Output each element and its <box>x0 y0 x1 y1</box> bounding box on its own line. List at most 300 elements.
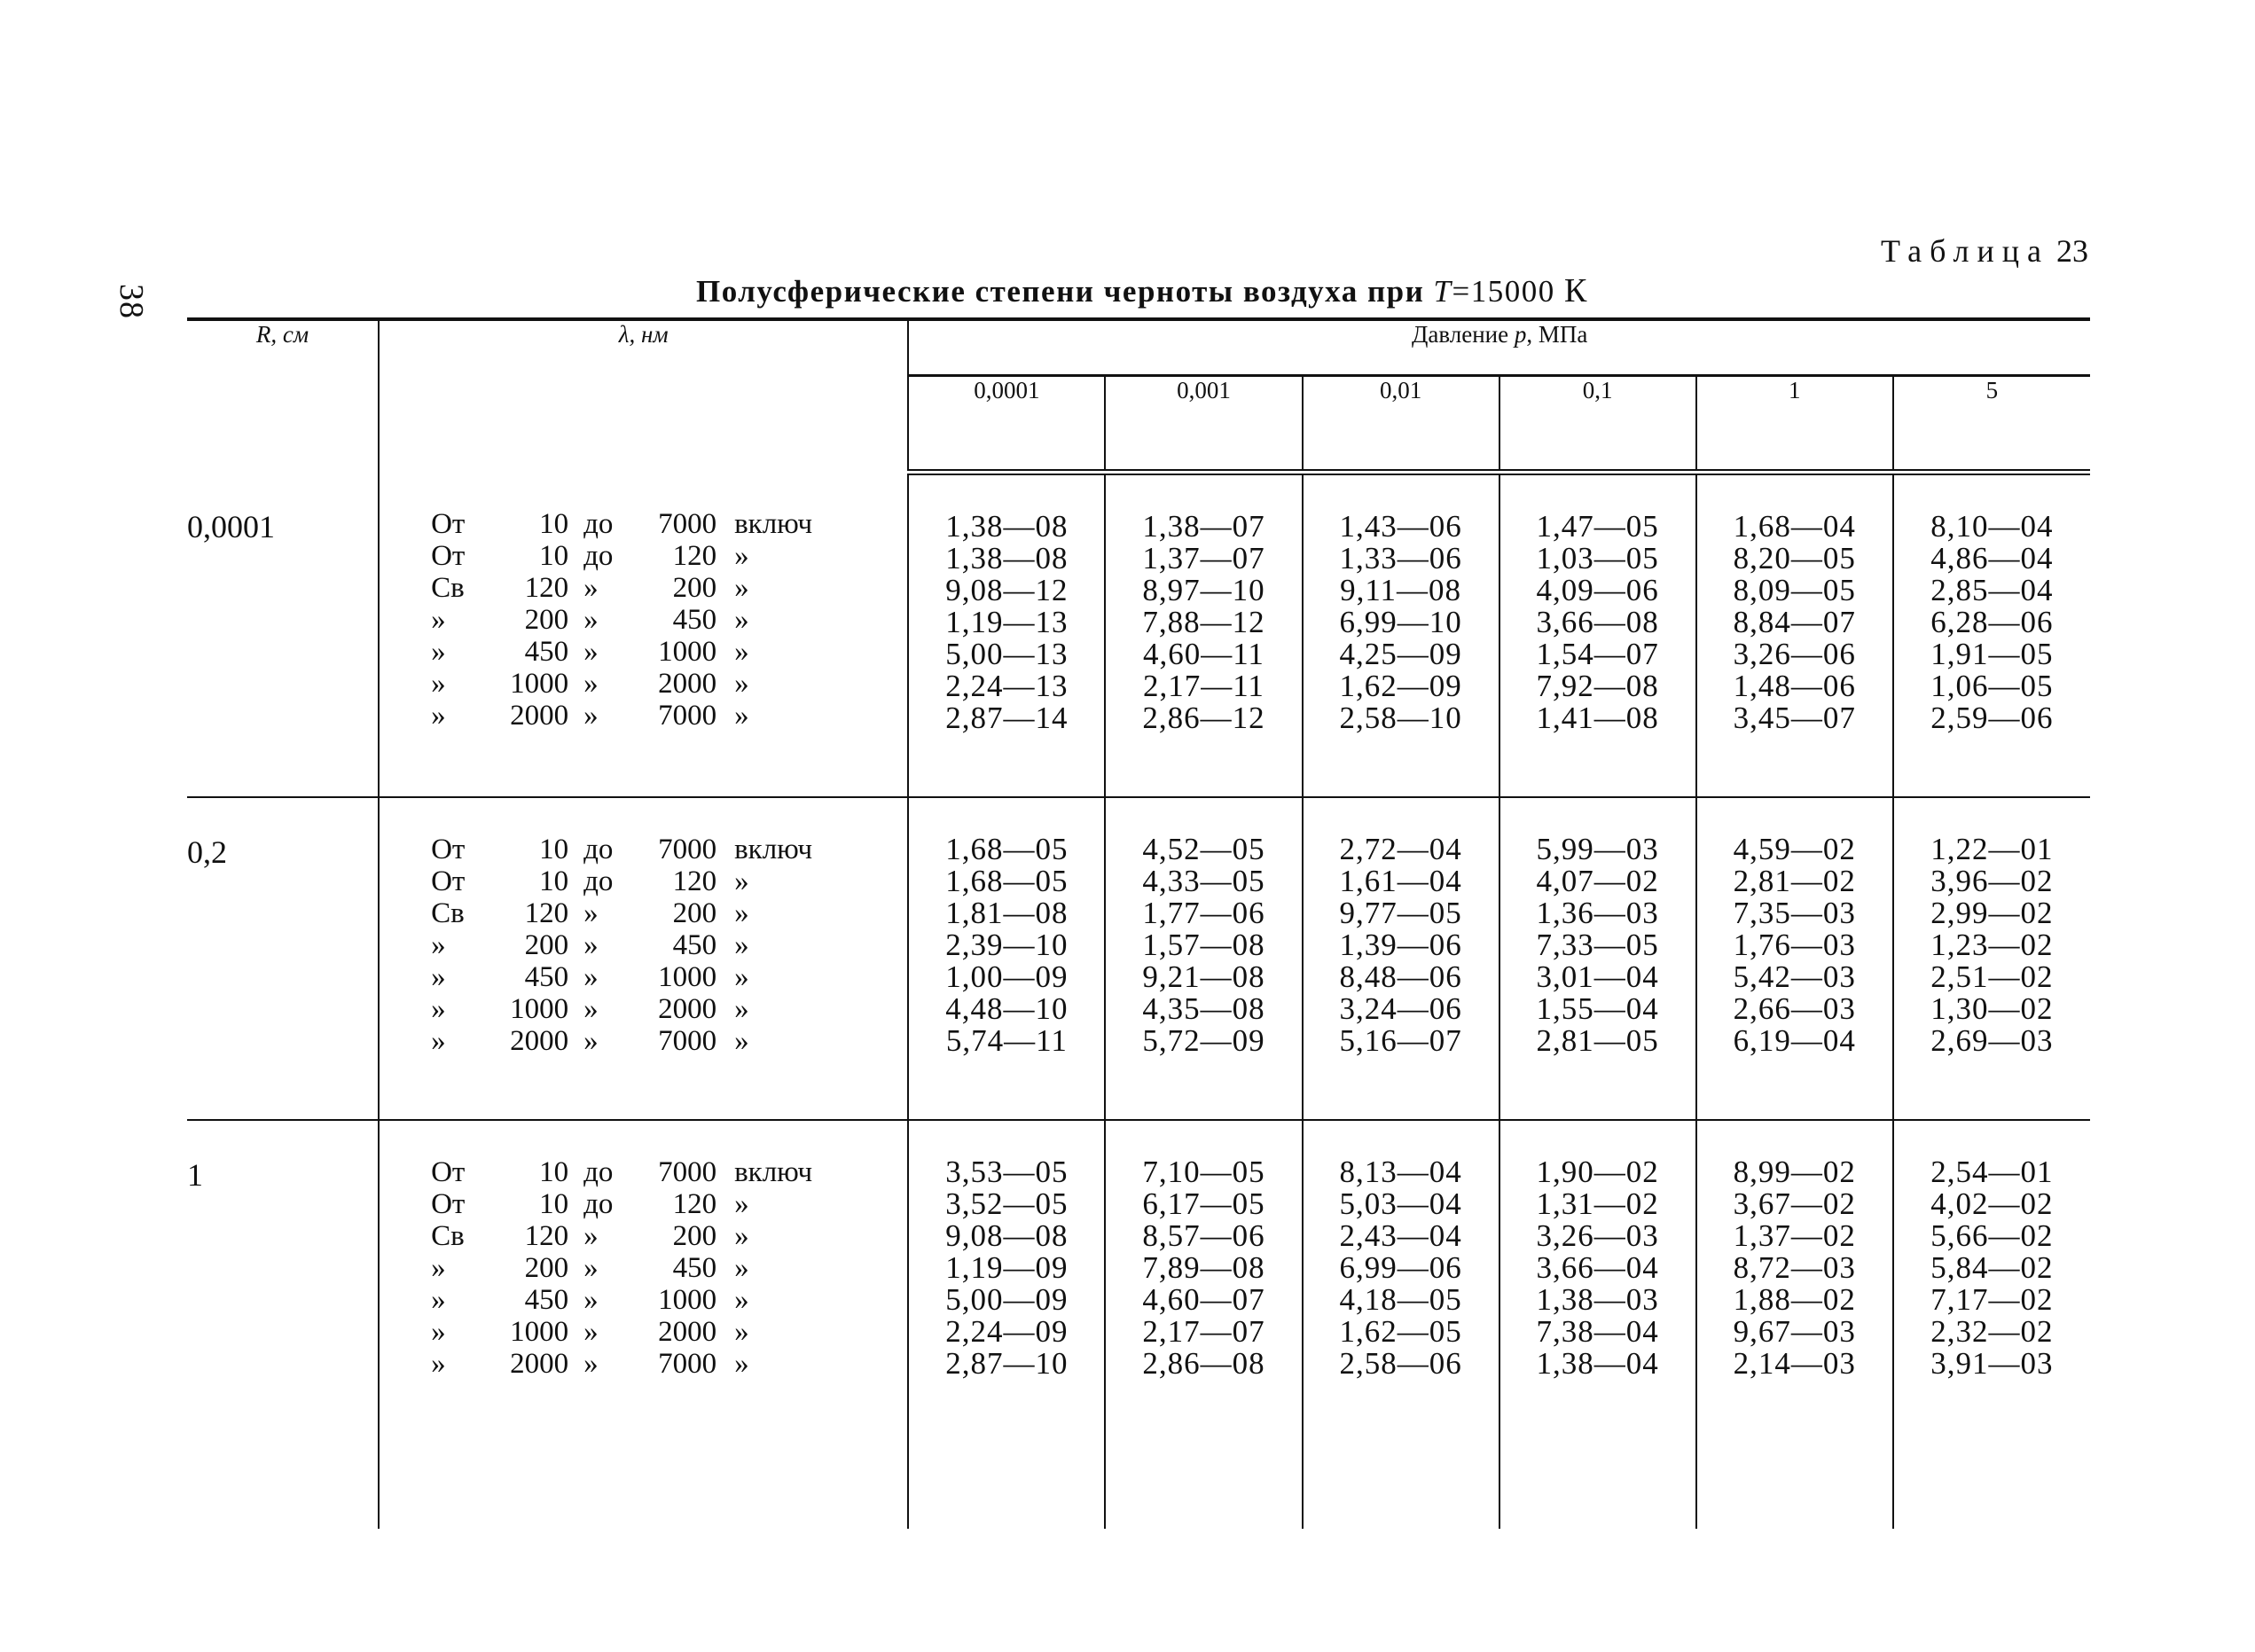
header-pressure-value: 0,1 <box>1499 376 1696 473</box>
emissivity-value: 8,97—10 <box>1142 573 1265 607</box>
lambda-range <box>380 668 907 700</box>
range-connector: » <box>583 897 599 929</box>
range-to: 200 <box>672 897 717 929</box>
range-suffix: » <box>734 603 749 636</box>
emissivity-value: 2,32—02 <box>1930 1314 2054 1349</box>
emissivity-value: 1,68—05 <box>945 864 1069 898</box>
range-to: 7000 <box>658 699 717 732</box>
emissivity-value: 1,31—02 <box>1536 1186 1659 1221</box>
range-to: 2000 <box>658 667 717 700</box>
range-prefix: » <box>431 1316 446 1348</box>
pressure-column <box>1499 1120 1696 1529</box>
range-suffix: » <box>734 1316 749 1348</box>
range-suffix: включ <box>734 834 813 865</box>
range-to: 120 <box>672 1188 717 1220</box>
range-from: 10 <box>539 865 569 897</box>
emissivity-value: 2,99—02 <box>1930 896 2054 930</box>
header-lambda: λ, нм <box>379 319 908 473</box>
emissivity-value: 3,01—04 <box>1536 959 1659 994</box>
header-pressure <box>908 319 2090 376</box>
emissivity-value: 5,16—07 <box>1339 1023 1462 1058</box>
range-prefix: Св <box>431 1220 465 1252</box>
emissivity-value: 9,21—08 <box>1142 959 1265 994</box>
range-to: 2000 <box>658 1316 717 1348</box>
emissivity-value: 1,55—04 <box>1536 991 1659 1026</box>
pressure-column <box>1303 1120 1499 1529</box>
range-prefix: Св <box>431 571 465 604</box>
emissivity-value: 2,24—09 <box>945 1314 1069 1349</box>
range-to: 1000 <box>658 961 717 993</box>
header-pressure-value: 0,0001 <box>908 376 1105 473</box>
range-to: 200 <box>672 1220 717 1252</box>
emissivity-value: 2,58—10 <box>1339 701 1462 735</box>
range-suffix: » <box>734 961 749 993</box>
emissivity-value: 4,33—05 <box>1142 864 1265 898</box>
emissivity-value: 4,18—05 <box>1339 1282 1462 1317</box>
emissivity-value: 1,38—07 <box>1142 509 1265 544</box>
table-group-row <box>187 1120 2090 1529</box>
emissivity-value: 7,38—04 <box>1536 1314 1659 1349</box>
header-row <box>187 319 2090 376</box>
emissivity-value: 4,25—09 <box>1339 637 1462 671</box>
range-from: 200 <box>524 603 569 636</box>
emissivity-value: 2,72—04 <box>1339 832 1462 866</box>
lambda-range <box>380 1252 907 1284</box>
emissivity-value: 2,69—03 <box>1930 1023 2054 1058</box>
emissivity-value: 4,86—04 <box>1930 541 2054 575</box>
emissivity-value: 2,17—07 <box>1142 1314 1265 1349</box>
range-from: 10 <box>539 1156 569 1188</box>
pressure-column <box>1696 1120 1893 1529</box>
header-pressure-suffix: , МПа <box>1526 321 1588 348</box>
pressure-column <box>1105 1120 1302 1529</box>
range-connector: » <box>583 1025 599 1057</box>
emissivity-value: 1,37—07 <box>1142 541 1265 575</box>
emissivity-value: 6,28—06 <box>1930 605 2054 639</box>
range-suffix: » <box>734 1348 749 1380</box>
lambda-range <box>380 700 907 732</box>
range-to: 7000 <box>658 1025 717 1057</box>
emissivity-value: 8,20—05 <box>1733 541 1856 575</box>
range-from: 10 <box>539 507 569 540</box>
range-suffix: » <box>734 929 749 961</box>
emissivity-value: 4,60—11 <box>1142 637 1265 671</box>
r-value: 0,0001 <box>187 473 379 798</box>
data-table <box>187 317 2090 1529</box>
emissivity-value: 4,48—10 <box>945 991 1069 1026</box>
emissivity-value: 3,53—05 <box>945 1155 1069 1189</box>
emissivity-value: 1,77—06 <box>1142 896 1265 930</box>
range-prefix: От <box>431 865 466 897</box>
emissivity-value: 5,74—11 <box>945 1023 1068 1058</box>
pressure-column <box>908 797 1105 1120</box>
emissivity-value: 3,52—05 <box>945 1186 1069 1221</box>
emissivity-value: 6,99—10 <box>1339 605 1462 639</box>
range-suffix: » <box>734 667 749 700</box>
emissivity-value: 1,81—08 <box>945 896 1069 930</box>
pressure-column <box>908 1120 1105 1529</box>
emissivity-value: 1,38—04 <box>1536 1346 1659 1381</box>
range-connector: до <box>583 865 614 897</box>
lambda-range <box>380 1348 907 1380</box>
emissivity-value: 1,57—08 <box>1142 928 1265 962</box>
emissivity-value: 1,62—09 <box>1339 669 1462 703</box>
range-connector: до <box>583 1188 614 1220</box>
range-from: 450 <box>524 961 569 993</box>
emissivity-value: 4,60—07 <box>1142 1282 1265 1317</box>
emissivity-value: 1,30—02 <box>1930 991 2054 1026</box>
range-suffix: » <box>734 571 749 604</box>
emissivity-value: 1,03—05 <box>1536 541 1659 575</box>
title-unit: К <box>1564 272 1588 309</box>
emissivity-value: 7,33—05 <box>1536 928 1659 962</box>
pressure-column <box>1303 473 1499 798</box>
emissivity-value: 8,99—02 <box>1733 1155 1856 1189</box>
emissivity-value: 8,48—06 <box>1339 959 1462 994</box>
lambda-range <box>380 572 907 604</box>
range-suffix: » <box>734 1188 749 1220</box>
emissivity-value: 2,81—02 <box>1733 864 1856 898</box>
range-prefix: » <box>431 635 446 668</box>
emissivity-value: 2,86—08 <box>1142 1346 1265 1381</box>
emissivity-value: 2,59—06 <box>1930 701 2054 735</box>
range-suffix: » <box>734 897 749 929</box>
lambda-range <box>380 929 907 961</box>
emissivity-value: 5,42—03 <box>1733 959 1856 994</box>
range-connector: » <box>583 1316 599 1348</box>
emissivity-value: 4,35—08 <box>1142 991 1265 1026</box>
emissivity-value: 2,86—12 <box>1142 701 1265 735</box>
range-from: 1000 <box>510 993 569 1025</box>
range-prefix: От <box>431 1188 466 1220</box>
range-suffix: » <box>734 1025 749 1057</box>
lambda-range <box>380 865 907 897</box>
emissivity-value: 8,72—03 <box>1733 1250 1856 1285</box>
emissivity-value: 1,00—09 <box>945 959 1069 994</box>
emissivity-value: 4,07—02 <box>1536 864 1659 898</box>
range-to: 1000 <box>658 635 717 668</box>
title-suffix: =15000 <box>1452 274 1564 309</box>
emissivity-value: 8,10—04 <box>1930 509 2054 544</box>
emissivity-value: 1,19—13 <box>945 605 1069 639</box>
range-suffix: » <box>734 699 749 732</box>
range-from: 200 <box>524 1252 569 1284</box>
header-pressure-prefix: Давление <box>1411 321 1515 348</box>
title-var: T <box>1433 274 1452 309</box>
range-from: 120 <box>524 571 569 604</box>
emissivity-value: 1,91—05 <box>1930 637 2054 671</box>
table-number-label: Таблица <box>1881 233 2049 269</box>
lambda-range <box>380 1156 907 1188</box>
lambda-range <box>380 540 907 572</box>
emissivity-value: 1,33—06 <box>1339 541 1462 575</box>
emissivity-value: 1,62—05 <box>1339 1314 1462 1349</box>
emissivity-value: 7,17—02 <box>1930 1282 2054 1317</box>
header-r: R, см <box>187 319 379 473</box>
lambda-range <box>380 1025 907 1057</box>
header-pressure-var: p <box>1514 321 1527 348</box>
emissivity-value: 2,58—06 <box>1339 1346 1462 1381</box>
r-value: 0,2 <box>187 797 379 1120</box>
range-suffix: включ <box>734 1156 813 1188</box>
pressure-column <box>1893 1120 2090 1529</box>
table-title <box>696 271 1588 310</box>
range-prefix: » <box>431 993 446 1025</box>
range-to: 120 <box>672 865 717 897</box>
range-to: 450 <box>672 1252 717 1284</box>
emissivity-value: 9,11—08 <box>1340 573 1462 607</box>
range-connector: » <box>583 603 599 636</box>
emissivity-value: 1,90—02 <box>1536 1155 1659 1189</box>
emissivity-value: 9,67—03 <box>1733 1314 1856 1349</box>
emissivity-value: 5,66—02 <box>1930 1218 2054 1253</box>
emissivity-value: 2,81—05 <box>1536 1023 1659 1058</box>
range-to: 7000 <box>658 1348 717 1380</box>
emissivity-value: 2,54—01 <box>1930 1155 2054 1189</box>
range-connector: » <box>583 993 599 1025</box>
emissivity-value: 9,77—05 <box>1339 896 1462 930</box>
emissivity-value: 8,57—06 <box>1142 1218 1265 1253</box>
range-connector: » <box>583 929 599 961</box>
pressure-column <box>1499 797 1696 1120</box>
range-prefix: Св <box>431 897 465 929</box>
emissivity-value: 1,06—05 <box>1930 669 2054 703</box>
range-to: 1000 <box>658 1284 717 1316</box>
emissivity-value: 2,87—14 <box>945 701 1069 735</box>
emissivity-value: 1,37—02 <box>1733 1218 1856 1253</box>
table-group-row <box>187 473 2090 798</box>
range-to: 450 <box>672 929 717 961</box>
range-from: 2000 <box>510 1025 569 1057</box>
range-connector: до <box>583 1156 614 1188</box>
emissivity-value: 1,43—06 <box>1339 509 1462 544</box>
emissivity-value: 3,91—03 <box>1930 1346 2054 1381</box>
range-prefix: » <box>431 1284 446 1316</box>
range-suffix: » <box>734 993 749 1025</box>
range-connector: » <box>583 961 599 993</box>
header-pressure-value: 0,001 <box>1105 376 1302 473</box>
emissivity-value: 1,22—01 <box>1930 832 2054 866</box>
lambda-ranges <box>379 1120 908 1529</box>
emissivity-value: 5,99—03 <box>1536 832 1659 866</box>
range-connector: до <box>583 539 614 572</box>
range-connector: » <box>583 571 599 604</box>
r-value: 1 <box>187 1157 203 1193</box>
range-from: 10 <box>539 834 569 865</box>
emissivity-value: 1,39—06 <box>1339 928 1462 962</box>
pressure-column <box>1696 797 1893 1120</box>
range-connector: до <box>583 834 614 865</box>
range-from: 120 <box>524 897 569 929</box>
emissivity-value: 2,51—02 <box>1930 959 2054 994</box>
emissivity-value: 2,39—10 <box>945 928 1069 962</box>
emissivity-value: 7,92—08 <box>1536 669 1659 703</box>
emissivity-value: 3,26—06 <box>1733 637 1856 671</box>
emissivity-value: 1,47—05 <box>1536 509 1659 544</box>
range-connector: » <box>583 1348 599 1380</box>
range-connector: до <box>583 507 614 540</box>
pressure-column <box>1499 473 1696 798</box>
title-prefix: Полусферические степени черноты воздуха при <box>696 274 1434 309</box>
range-prefix: От <box>431 1156 466 1188</box>
range-prefix: » <box>431 1025 446 1057</box>
range-to: 7000 <box>658 1156 717 1188</box>
emissivity-value: 3,67—02 <box>1733 1186 1856 1221</box>
range-prefix: От <box>431 539 466 572</box>
range-to: 7000 <box>658 834 717 865</box>
pressure-column <box>1105 797 1302 1120</box>
range-prefix: » <box>431 1252 446 1284</box>
emissivity-value: 2,17—11 <box>1142 669 1265 703</box>
emissivity-value: 3,45—07 <box>1733 701 1856 735</box>
range-suffix: » <box>734 1220 749 1252</box>
page-number: 38 <box>113 284 150 319</box>
emissivity-value: 1,41—08 <box>1536 701 1659 735</box>
header-pressure-value: 1 <box>1696 376 1893 473</box>
range-prefix: » <box>431 961 446 993</box>
emissivity-value: 7,88—12 <box>1142 605 1265 639</box>
emissivity-value: 2,85—04 <box>1930 573 2054 607</box>
pressure-column <box>1303 797 1499 1120</box>
emissivity-value: 4,52—05 <box>1142 832 1265 866</box>
lambda-ranges <box>379 797 908 1120</box>
emissivity-value: 3,26—03 <box>1536 1218 1659 1253</box>
emissivity-value: 4,59—02 <box>1733 832 1856 866</box>
lambda-range <box>380 993 907 1025</box>
emissivity-value: 1,76—03 <box>1733 928 1856 962</box>
emissivity-value: 8,13—04 <box>1339 1155 1462 1189</box>
emissivity-value: 2,87—10 <box>945 1346 1069 1381</box>
range-to: 2000 <box>658 993 717 1025</box>
emissivity-value: 2,66—03 <box>1733 991 1856 1026</box>
range-connector: » <box>583 699 599 732</box>
range-prefix: » <box>431 929 446 961</box>
range-from: 450 <box>524 1284 569 1316</box>
emissivity-value: 1,48—06 <box>1733 669 1856 703</box>
lambda-range <box>380 604 907 636</box>
emissivity-value: 9,08—12 <box>945 573 1069 607</box>
emissivity-value: 2,24—13 <box>945 669 1069 703</box>
emissivity-value: 1,68—05 <box>945 832 1069 866</box>
range-from: 10 <box>539 539 569 572</box>
header-pressure-value: 0,01 <box>1303 376 1499 473</box>
lambda-range <box>380 636 907 668</box>
emissivity-value: 5,72—09 <box>1142 1023 1265 1058</box>
range-suffix: включ <box>734 507 813 540</box>
range-prefix: От <box>431 507 466 540</box>
emissivity-value: 9,08—08 <box>945 1218 1069 1253</box>
emissivity-value: 7,89—08 <box>1142 1250 1265 1285</box>
range-from: 1000 <box>510 667 569 700</box>
emissivity-value: 6,19—04 <box>1733 1023 1856 1058</box>
emissivity-value: 3,66—08 <box>1536 605 1659 639</box>
emissivity-value: 1,36—03 <box>1536 896 1659 930</box>
emissivity-value: 4,02—02 <box>1930 1186 2054 1221</box>
range-to: 120 <box>672 539 717 572</box>
emissivity-value: 3,96—02 <box>1930 864 2054 898</box>
range-prefix: » <box>431 1348 446 1380</box>
emissivity-value: 1,38—08 <box>945 509 1069 544</box>
emissivity-value: 3,24—06 <box>1339 991 1462 1026</box>
lambda-range <box>380 834 907 865</box>
emissivity-value: 5,03—04 <box>1339 1186 1462 1221</box>
range-from: 200 <box>524 929 569 961</box>
range-connector: » <box>583 1284 599 1316</box>
emissivity-value: 1,61—04 <box>1339 864 1462 898</box>
emissivity-value: 4,09—06 <box>1536 573 1659 607</box>
lambda-range <box>380 508 907 540</box>
range-prefix: » <box>431 603 446 636</box>
emissivity-value: 5,00—09 <box>945 1282 1069 1317</box>
range-suffix: » <box>734 865 749 897</box>
range-from: 450 <box>524 635 569 668</box>
range-from: 2000 <box>510 1348 569 1380</box>
emissivity-value: 1,38—08 <box>945 541 1069 575</box>
emissivity-value: 1,68—04 <box>1733 509 1856 544</box>
range-prefix: » <box>431 699 446 732</box>
pressure-column <box>1696 473 1893 798</box>
range-prefix: » <box>431 667 446 700</box>
lambda-range <box>380 1316 907 1348</box>
emissivity-value: 7,10—05 <box>1142 1155 1265 1189</box>
emissivity-value: 3,66—04 <box>1536 1250 1659 1285</box>
emissivity-value: 2,43—04 <box>1339 1218 1462 1253</box>
range-to: 200 <box>672 571 717 604</box>
range-from: 2000 <box>510 699 569 732</box>
header-pressure-value: 5 <box>1893 376 2090 473</box>
lambda-ranges <box>379 473 908 798</box>
range-from: 120 <box>524 1220 569 1252</box>
emissivity-value: 6,17—05 <box>1142 1186 1265 1221</box>
range-suffix: » <box>734 1284 749 1316</box>
range-to: 7000 <box>658 507 717 540</box>
range-connector: » <box>583 1220 599 1252</box>
emissivity-value: 5,00—13 <box>945 637 1069 671</box>
emissivity-value: 1,54—07 <box>1536 637 1659 671</box>
emissivity-value: 5,84—02 <box>1930 1250 2054 1285</box>
emissivity-value: 7,35—03 <box>1733 896 1856 930</box>
lambda-range <box>380 1188 907 1220</box>
emissivity-value: 6,99—06 <box>1339 1250 1462 1285</box>
lambda-range <box>380 897 907 929</box>
range-suffix: » <box>734 635 749 668</box>
emissivity-value: 8,84—07 <box>1733 605 1856 639</box>
emissivity-value: 1,38—03 <box>1536 1282 1659 1317</box>
lambda-range <box>380 961 907 993</box>
pressure-column <box>1893 473 2090 798</box>
lambda-range <box>380 1284 907 1316</box>
range-from: 1000 <box>510 1316 569 1348</box>
emissivity-value: 2,14—03 <box>1733 1346 1856 1381</box>
pressure-column <box>1893 797 2090 1120</box>
emissivity-value: 1,88—02 <box>1733 1282 1856 1317</box>
table-number-value: 23 <box>2056 233 2088 269</box>
range-suffix: » <box>734 539 749 572</box>
range-connector: » <box>583 1252 599 1284</box>
lambda-range <box>380 1220 907 1252</box>
pressure-column <box>908 473 1105 798</box>
range-to: 450 <box>672 603 717 636</box>
emissivity-value: 1,23—02 <box>1930 928 2054 962</box>
range-connector: » <box>583 635 599 668</box>
emissivity-value: 8,09—05 <box>1733 573 1856 607</box>
table-number <box>1881 232 2088 270</box>
range-from: 10 <box>539 1188 569 1220</box>
pressure-column <box>1105 473 1302 798</box>
range-connector: » <box>583 667 599 700</box>
range-prefix: От <box>431 834 466 865</box>
range-suffix: » <box>734 1252 749 1284</box>
